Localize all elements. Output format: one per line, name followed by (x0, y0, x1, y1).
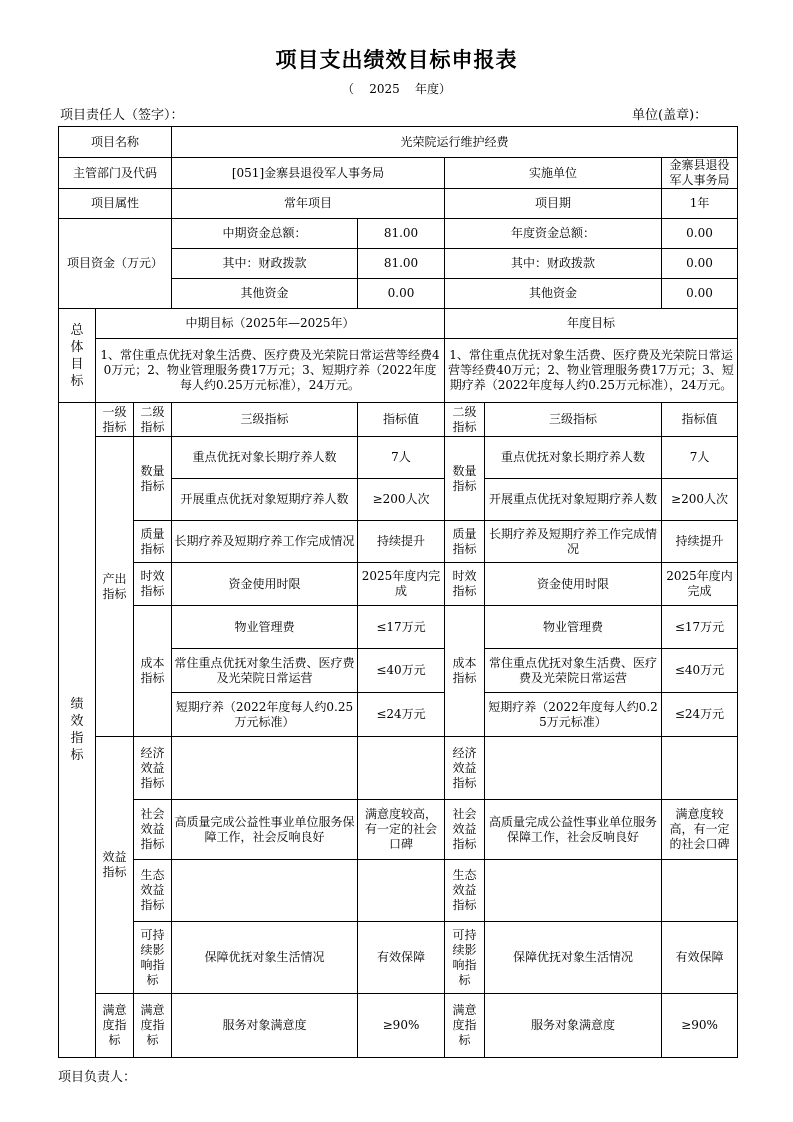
social-name-mid: 高质量完成公益性事业单位服务保障工作，社会反响良好 (172, 800, 358, 860)
q2-value-mid: ≥200人次 (358, 479, 445, 521)
year-suffix: 年度） (415, 82, 452, 96)
period-label: 项目期 (445, 189, 662, 219)
h-level2-year: 二级指标 (445, 403, 485, 437)
time-name-mid: 资金使用时限 (172, 563, 358, 606)
year-total-value: 0.00 (662, 219, 738, 249)
economic-name-year (485, 737, 662, 800)
mid-other-value: 0.00 (358, 279, 445, 309)
economic-value-year (662, 737, 738, 800)
satis-value-mid: ≥90% (358, 994, 445, 1058)
social-label-year: 社会效益指标 (445, 800, 485, 860)
c3-value-mid: ≤24万元 (358, 693, 445, 737)
c2-value-year: ≤40万元 (662, 649, 738, 693)
economic-label-year: 经济效益指标 (445, 737, 485, 800)
q2-name-year: 开展重点优抚对象短期疗养人数 (485, 479, 662, 521)
satis-value-year: ≥90% (662, 994, 738, 1058)
economic-label-mid: 经济效益指标 (134, 737, 172, 800)
mid-goal-header: 中期目标（2025年—2025年） (96, 309, 445, 339)
funds-label: 项目资金（万元） (59, 219, 172, 309)
quantity-label-year: 数量指标 (445, 437, 485, 521)
h-level2-mid: 二级指标 (134, 403, 172, 437)
mid-other-label: 其他资金 (172, 279, 358, 309)
timeliness-label-mid: 时效指标 (134, 563, 172, 606)
quantity-label-mid: 数量指标 (134, 437, 172, 521)
satis2-label-mid: 满意度指标 (134, 994, 172, 1058)
social-name-year: 高质量完成公益性事业单位服务保障工作，社会反响良好 (485, 800, 662, 860)
satisfaction-label: 满意度指标 (96, 994, 134, 1058)
year-value: 2025 (369, 82, 400, 96)
mid-goal-text: 1、常住重点优抚对象生活费、医疗费及光荣院日常运营等经费40万元；2、物业管理服务费17万元；3、短期疗养（2022年度每人约0.25万元标准），24万元。 (96, 339, 445, 403)
c3-value-year: ≤24万元 (662, 693, 738, 737)
cost-label-year: 成本指标 (445, 606, 485, 737)
year-other-label: 其他资金 (445, 279, 662, 309)
page-title: 项目支出绩效目标申报表 (275, 47, 518, 72)
responsible-label: 项目责任人（签字）： (60, 108, 184, 123)
leader-label: 项目负责人： (58, 1070, 137, 1085)
satis2-label-year: 满意度指标 (445, 994, 485, 1058)
sustain-label-mid: 可持续影响指标 (134, 922, 172, 994)
economic-value-mid (358, 737, 445, 800)
ecological-name-year (485, 860, 662, 922)
dept-label: 主管部门及代码 (59, 158, 172, 189)
q1-name-mid: 重点优抚对象长期疗养人数 (172, 437, 358, 479)
mid-total-label: 中期资金总额： (172, 219, 358, 249)
social-value-year: 满意度较高，有一定的社会口碑 (662, 800, 738, 860)
sustain-label-year: 可持续影响指标 (445, 922, 485, 994)
year-fiscal-label: 其中：财政拨款 (445, 249, 662, 279)
cost-label-mid: 成本指标 (134, 606, 172, 737)
c3-name-mid: 短期疗养（2022年度每人约0.25万元标准） (172, 693, 358, 737)
h-level1: 一级指标 (96, 403, 134, 437)
year-goal-header: 年度目标 (445, 309, 738, 339)
quality-name-year: 长期疗养及短期疗养工作完成情况 (485, 521, 662, 563)
output-label: 产出指标 (96, 437, 134, 737)
year-line (0, 80, 793, 97)
sustain-value-year: 有效保障 (662, 922, 738, 994)
perf-label: 绩效指标 (59, 403, 96, 1058)
c2-value-mid: ≤40万元 (358, 649, 445, 693)
mid-fiscal-label: 其中：财政拨款 (172, 249, 358, 279)
q1-value-year: 7人 (662, 437, 738, 479)
ecological-label-mid: 生态效益指标 (134, 860, 172, 922)
h-value-year: 指标值 (662, 403, 738, 437)
goals-label: 总体目标 (59, 309, 96, 403)
time-value-mid: 2025年度内完成 (358, 563, 445, 606)
h-level3-mid: 三级指标 (172, 403, 358, 437)
q1-value-mid: 7人 (358, 437, 445, 479)
quality-name-mid: 长期疗养及短期疗养工作完成情况 (172, 521, 358, 563)
performance-table (58, 126, 738, 1058)
period-value: 1年 (662, 189, 738, 219)
q2-value-year: ≥200人次 (662, 479, 738, 521)
economic-name-mid (172, 737, 358, 800)
year-fiscal-value: 0.00 (662, 249, 738, 279)
project-name-label: 项目名称 (59, 127, 172, 158)
h-value-mid: 指标值 (358, 403, 445, 437)
impl-value: 金寨县退役军人事务局 (662, 158, 738, 189)
year-other-value: 0.00 (662, 279, 738, 309)
satis-name-year: 服务对象满意度 (485, 994, 662, 1058)
ecological-value-mid (358, 860, 445, 922)
c1-name-year: 物业管理费 (485, 606, 662, 649)
c1-value-mid: ≤17万元 (358, 606, 445, 649)
satis-name-mid: 服务对象满意度 (172, 994, 358, 1058)
c1-name-mid: 物业管理费 (172, 606, 358, 649)
h-level3-year: 三级指标 (485, 403, 662, 437)
project-name-value: 光荣院运行维护经费 (172, 127, 738, 158)
timeliness-label-year: 时效指标 (445, 563, 485, 606)
social-value-mid: 满意度较高，有一定的社会口碑 (358, 800, 445, 860)
year-goal-text: 1、常住重点优抚对象生活费、医疗费及光荣院日常运营等经费40万元；2、物业管理服务费17万元；3、短期疗养（2022年度每人约0.25万元标准），24万元。 (445, 339, 738, 403)
unit-label: 单位(盖章)： (632, 108, 708, 123)
dept-value: [051]金寨县退役军人事务局 (172, 158, 445, 189)
mid-fiscal-value: 81.00 (358, 249, 445, 279)
attr-value: 常年项目 (172, 189, 445, 219)
q1-name-year: 重点优抚对象长期疗养人数 (485, 437, 662, 479)
quality-value-year: 持续提升 (662, 521, 738, 563)
year-total-label: 年度资金总额： (445, 219, 662, 249)
ecological-value-year (662, 860, 738, 922)
sustain-name-year: 保障优抚对象生活情况 (485, 922, 662, 994)
attr-label: 项目属性 (59, 189, 172, 219)
c1-value-year: ≤17万元 (662, 606, 738, 649)
mid-total-value: 81.00 (358, 219, 445, 249)
ecological-name-mid (172, 860, 358, 922)
sustain-name-mid: 保障优抚对象生活情况 (172, 922, 358, 994)
quality-label-mid: 质量指标 (134, 521, 172, 563)
ecological-label-year: 生态效益指标 (445, 860, 485, 922)
year-open: （ (341, 82, 354, 96)
benefit-label: 效益指标 (96, 737, 134, 994)
time-value-year: 2025年度内完成 (662, 563, 738, 606)
sustain-value-mid: 有效保障 (358, 922, 445, 994)
c2-name-year: 常住重点优抚对象生活费、医疗费及光荣院日常运营 (485, 649, 662, 693)
quality-label-year: 质量指标 (445, 521, 485, 563)
q2-name-mid: 开展重点优抚对象短期疗养人数 (172, 479, 358, 521)
time-name-year: 资金使用时限 (485, 563, 662, 606)
quality-value-mid: 持续提升 (358, 521, 445, 563)
impl-label: 实施单位 (445, 158, 662, 189)
c2-name-mid: 常住重点优抚对象生活费、医疗费及光荣院日常运营 (172, 649, 358, 693)
c3-name-year: 短期疗养（2022年度每人约0.25万元标准） (485, 693, 662, 737)
social-label-mid: 社会效益指标 (134, 800, 172, 860)
